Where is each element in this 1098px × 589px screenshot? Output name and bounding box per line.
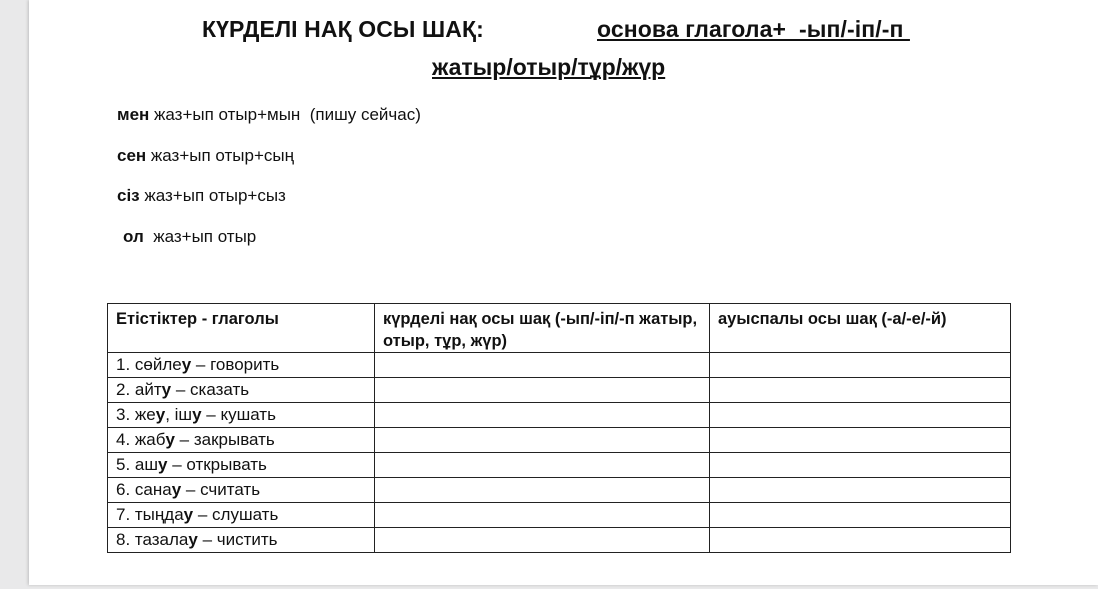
table-row <box>108 528 1011 553</box>
answer-cell-complex[interactable] <box>375 353 710 378</box>
title-row <box>29 16 1098 46</box>
table-header-row <box>108 304 1011 353</box>
table-row <box>108 503 1011 528</box>
answer-cell-transitional[interactable] <box>710 478 1011 503</box>
answer-cell-transitional[interactable] <box>710 503 1011 528</box>
answer-cell-transitional[interactable] <box>710 353 1011 378</box>
answer-cell-complex[interactable] <box>375 403 710 428</box>
example-form: жаз+ып отыр+мын (пишу сейчас) <box>149 105 421 124</box>
table-row <box>108 428 1011 453</box>
table-header-transitional-present: ауыспалы осы шақ (-а/-е/-й) <box>710 304 1011 353</box>
verbs-table <box>107 303 1011 553</box>
example-line-siz <box>117 186 286 206</box>
example-form: жаз+ып отыр <box>143 227 257 246</box>
verb-cell: 1. сөйлеу – говорить <box>108 353 375 378</box>
table-row <box>108 403 1011 428</box>
answer-cell-complex[interactable] <box>375 453 710 478</box>
table-header-verbs: Етістіктер - глаголы <box>108 304 375 353</box>
verb-cell: 6. санау – считать <box>108 478 375 503</box>
answer-cell-complex[interactable] <box>375 478 710 503</box>
example-line-ol <box>123 227 256 247</box>
example-line-sen <box>117 146 294 166</box>
example-form: жаз+ып отыр+сың <box>146 146 294 165</box>
example-form: жаз+ып отыр+сыз <box>139 186 286 205</box>
example-line-men <box>117 105 421 125</box>
answer-cell-complex[interactable] <box>375 503 710 528</box>
verb-cell: 3. жеу, ішу – кушать <box>108 403 375 428</box>
example-pronoun: сіз <box>117 186 140 205</box>
answer-cell-transitional[interactable] <box>710 428 1011 453</box>
title-auxiliary-verbs: жатыр/отыр/тұр/жүр <box>432 54 666 80</box>
verb-cell: 4. жабу – закрывать <box>108 428 375 453</box>
example-pronoun: мен <box>117 105 150 124</box>
verb-cell: 7. тыңдау – слушать <box>108 503 375 528</box>
answer-cell-complex[interactable] <box>375 378 710 403</box>
answer-cell-complex[interactable] <box>375 528 710 553</box>
example-pronoun: ол <box>123 227 144 246</box>
table-header-complex-present: күрделі нақ осы шақ (-ып/-іп/-п жатыр, отыр, тұр, жүр) <box>375 304 710 353</box>
answer-cell-transitional[interactable] <box>710 378 1011 403</box>
answer-cell-transitional[interactable] <box>710 528 1011 553</box>
answer-cell-complex[interactable] <box>375 428 710 453</box>
page-title: КҮРДЕЛІ НАҚ ОСЫ ШАҚ: <box>202 16 484 42</box>
verb-cell: 5. ашу – открывать <box>108 453 375 478</box>
answer-cell-transitional[interactable] <box>710 403 1011 428</box>
table-row <box>108 353 1011 378</box>
table-row <box>108 378 1011 403</box>
table-row <box>108 453 1011 478</box>
table-row <box>108 478 1011 503</box>
verb-cell: 8. тазалау – чистить <box>108 528 375 553</box>
title-formula: основа глагола+ -ып/-іп/-п <box>597 16 910 42</box>
document-page <box>29 0 1098 585</box>
example-pronoun: сен <box>117 146 147 165</box>
answer-cell-transitional[interactable] <box>710 453 1011 478</box>
verb-cell: 2. айту – сказать <box>108 378 375 403</box>
